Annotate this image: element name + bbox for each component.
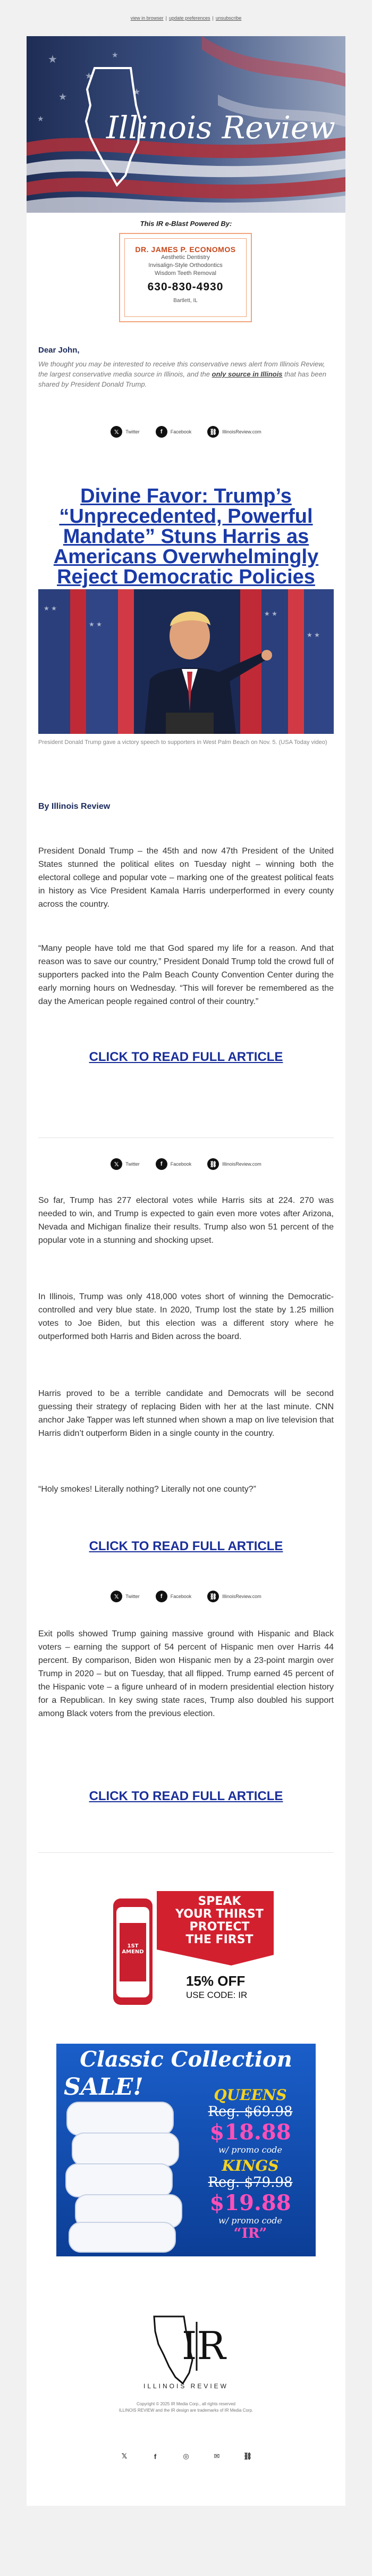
facebook-label: Facebook bbox=[170, 1161, 192, 1167]
facebook-share[interactable] bbox=[156, 1158, 192, 1170]
sponsor-ad[interactable] bbox=[119, 233, 252, 322]
copyright-line: Copyright © 2025 IR Media Corp., all rights reserved bbox=[137, 2402, 235, 2406]
twitter-icon: 𝕏 bbox=[111, 1591, 122, 1602]
article-paragraph: So far, Trump has 277 electoral votes while Harris sits at 224. 270 was needed to win, and Trump is expected to gain even more votes after Arizona, Nevada and Michigan finalize their results. Trump also won 51 percent of the popular vote in a stunning and shocking upset. bbox=[38, 1196, 334, 1245]
x-icon[interactable]: 𝕏 bbox=[121, 2452, 128, 2460]
intro-after: that has been shared by President Donald Trump. bbox=[38, 370, 326, 388]
water-ad-headline bbox=[166, 1895, 273, 1946]
trump-speech-photo bbox=[38, 589, 334, 734]
water-ad-code: USE CODE: IR bbox=[186, 1990, 248, 2000]
svg-text:★: ★ bbox=[112, 51, 119, 59]
website-link[interactable] bbox=[207, 1591, 261, 1602]
footer-logo-text: IR bbox=[182, 2323, 226, 2368]
intro-text bbox=[38, 359, 334, 389]
water-ad[interactable] bbox=[98, 1891, 274, 2011]
pillow-sale-ad[interactable] bbox=[56, 2044, 316, 2256]
svg-text:★: ★ bbox=[48, 54, 57, 65]
kings-regular-price: Reg. $79.98 bbox=[208, 2174, 293, 2190]
photo-caption: President Donald Trump gave a victory speech to supporters in West Palm Beach on Nov. 5. (USA Today video) bbox=[38, 739, 327, 746]
sponsor-name: DR. JAMES P. ECONOMOS bbox=[135, 245, 236, 254]
email-card bbox=[27, 36, 345, 2506]
email-icon[interactable]: ✉ bbox=[214, 2452, 220, 2460]
facebook-icon: f bbox=[156, 426, 167, 438]
facebook-label: Facebook bbox=[170, 429, 192, 434]
read-full-article-link[interactable]: CLICK TO READ FULL ARTICLE bbox=[89, 1050, 283, 1064]
twitter-icon: 𝕏 bbox=[111, 426, 122, 438]
svg-text:★: ★ bbox=[133, 88, 141, 97]
water-ad-line: PROTECT bbox=[189, 1920, 250, 1934]
trademark-line: ILLINOIS REVIEW and the IR design are trademarks of IR Media Corp. bbox=[119, 2408, 253, 2413]
footer-brand-name: ILLINOIS REVIEW bbox=[143, 2382, 229, 2390]
intro-before: We thought you may be interested to receive this conservative news alert from Illinois Review, the largest conservative media source in Illinois, and the bbox=[38, 360, 325, 378]
article-headline[interactable]: Divine Favor: Trump’s “Unprecedented, Powerful Mandate” Stuns Harris as Americans Overwhelmingly Reject Democratic Policies bbox=[53, 485, 319, 588]
update-preferences-link[interactable]: update preferences bbox=[168, 15, 210, 21]
article-photo bbox=[38, 589, 334, 734]
facebook-icon: f bbox=[156, 1591, 167, 1602]
article-paragraph: President Donald Trump – the 45th and now 47th President of the United States stunned the political elites on Tuesday night – winning both the electoral college and popular vote – marking one of the greatest political feats in history as Vice President Kamala Harris underperformed in every county across the country. bbox=[38, 847, 334, 909]
article-paragraph: In Illinois, Trump was only 418,000 votes short of winning the Democratic-controlled and very blue state. In 2020, Trump lost the state by 1.25 million votes to Joe Biden, but this election was a different story where he outperformed both Harris and Biden across the board. bbox=[38, 1292, 334, 1341]
greeting: Dear John, bbox=[38, 346, 80, 355]
sponsor-service: Invisalign-Style Orthodontics bbox=[148, 262, 223, 269]
twitter-label: Twitter bbox=[125, 1161, 140, 1167]
article-byline: By Illinois Review bbox=[38, 802, 111, 811]
twitter-icon: 𝕏 bbox=[111, 1158, 122, 1170]
queens-sale-price: $18.88 bbox=[209, 2120, 291, 2145]
svg-text:★ ★: ★ ★ bbox=[264, 610, 277, 617]
social-share-row bbox=[27, 426, 345, 438]
footer-logo[interactable] bbox=[133, 2307, 239, 2387]
promo-note: w/ promo code bbox=[218, 2145, 282, 2155]
facebook-label: Facebook bbox=[170, 1594, 192, 1599]
article-paragraph: “Holy smokes! Literally nothing? Literally not one county?” bbox=[38, 1485, 256, 1494]
article-paragraph: Harris proved to be a terrible candidate and Democrats will be second guessing their strategy of replacing Biden with her at the last minute. CNN anchor Jake Tapper was left stunned when shown a map on live television that Harris didn’t outperform Biden in a single county in the country. bbox=[38, 1389, 334, 1438]
facebook-share[interactable] bbox=[156, 1591, 192, 1602]
website-link[interactable] bbox=[207, 1158, 261, 1170]
kings-label: KINGS bbox=[222, 2157, 279, 2174]
queens-label: QUEENS bbox=[214, 2086, 287, 2104]
read-full-article-link[interactable]: CLICK TO READ FULL ARTICLE bbox=[89, 1789, 283, 1803]
sponsor-city: Bartlett, IL bbox=[173, 298, 198, 304]
svg-text:★: ★ bbox=[58, 91, 67, 102]
twitter-share[interactable] bbox=[111, 426, 140, 438]
article-paragraph: Exit polls showed Trump gaining massive ground with Hispanic and Black voters – earning the support of 54 percent of Hispanic men over Harris 44 percent. By comparison, Biden won Hispanic men by a 23-point margin over Trump in 2020 – but on Tuesday, that all flipped. Trump earned 45 percent of the Hispanic vote – a figure unheard of in modern presidential election history for a Republican. In key swing state races, Trump also doubled his support among Black voters from the previous election. bbox=[38, 1629, 334, 1718]
pillow-ad-sale: SALE! bbox=[64, 2073, 143, 2101]
water-ad-line: YOUR THIRST bbox=[175, 1908, 264, 1921]
powered-by-label: This IR e-Blast Powered By: bbox=[140, 220, 232, 228]
water-ad-line: THE FIRST bbox=[185, 1933, 253, 1946]
website-label: IllinoisReview.com bbox=[222, 1161, 261, 1167]
pillow-ad-title: Classic Collection bbox=[80, 2047, 292, 2072]
svg-text:★: ★ bbox=[85, 72, 93, 81]
view-in-browser-link[interactable]: view in browser bbox=[130, 15, 164, 21]
top-links-bar bbox=[0, 0, 372, 36]
promo-code: “IR” bbox=[233, 2226, 267, 2242]
twitter-share[interactable] bbox=[111, 1591, 140, 1602]
pillow-ad-prices bbox=[189, 2086, 311, 2242]
sponsor-service: Aesthetic Dentistry bbox=[161, 254, 210, 261]
hero-banner[interactable] bbox=[27, 36, 345, 213]
svg-text:★: ★ bbox=[37, 114, 44, 123]
facebook-share[interactable] bbox=[156, 426, 192, 438]
facebook-icon: f bbox=[156, 1158, 167, 1170]
sponsor-service: Wisdom Teeth Removal bbox=[155, 270, 216, 277]
svg-text:★ ★: ★ ★ bbox=[89, 621, 102, 628]
footer-copyright bbox=[27, 2401, 345, 2414]
twitter-label: Twitter bbox=[125, 1594, 140, 1599]
facebook-icon[interactable]: f bbox=[154, 2452, 157, 2461]
website-label: IllinoisReview.com bbox=[222, 1594, 261, 1599]
separator: | bbox=[165, 15, 167, 21]
svg-text:★ ★: ★ ★ bbox=[307, 631, 320, 639]
kings-sale-price: $19.88 bbox=[209, 2190, 291, 2215]
link-icon: ⛓ bbox=[207, 426, 219, 438]
website-link[interactable] bbox=[207, 426, 261, 438]
hero-brand-text: Illinois Review bbox=[106, 110, 335, 146]
read-full-article-link[interactable]: CLICK TO READ FULL ARTICLE bbox=[89, 1539, 283, 1553]
intro-bold: only source in Illinois bbox=[212, 370, 283, 378]
article-paragraph: “Many people have told me that God spared my life for a reason. And that reason was to save our country,” President Donald Trump told the crowd full of supporters packed into the Palm Beach County Convention Center during the early morning hours on Wednesday. “This will forever be remembered as the day the American people regained control of their country.” bbox=[38, 944, 334, 1006]
link-icon[interactable]: ⛓ bbox=[243, 2452, 252, 2460]
water-ad-line: SPEAK bbox=[198, 1895, 241, 1908]
sponsor-ad-inner bbox=[124, 238, 247, 317]
unsubscribe-link[interactable]: unsubscribe bbox=[215, 15, 242, 21]
link-icon: ⛓ bbox=[207, 1158, 219, 1170]
separator: | bbox=[212, 15, 214, 21]
social-share-row bbox=[27, 1158, 345, 1170]
sponsor-phone: 630-830-4930 bbox=[147, 281, 224, 293]
social-share-row bbox=[27, 1591, 345, 1602]
twitter-share[interactable] bbox=[111, 1158, 140, 1170]
water-ad-offer: 15% OFF bbox=[186, 1973, 246, 1989]
instagram-icon[interactable]: ◎ bbox=[183, 2452, 189, 2460]
promo-note: w/ promo code bbox=[218, 2215, 282, 2226]
divider bbox=[38, 1852, 334, 1853]
queens-regular-price: Reg. $69.98 bbox=[208, 2104, 293, 2120]
link-icon: ⛓ bbox=[207, 1591, 219, 1602]
website-label: IllinoisReview.com bbox=[222, 429, 261, 434]
water-ad-can-label: 1ST AMEND bbox=[122, 1943, 144, 1955]
twitter-label: Twitter bbox=[125, 429, 140, 434]
footer-social-icons bbox=[27, 2450, 345, 2462]
svg-text:★ ★: ★ ★ bbox=[44, 605, 57, 612]
